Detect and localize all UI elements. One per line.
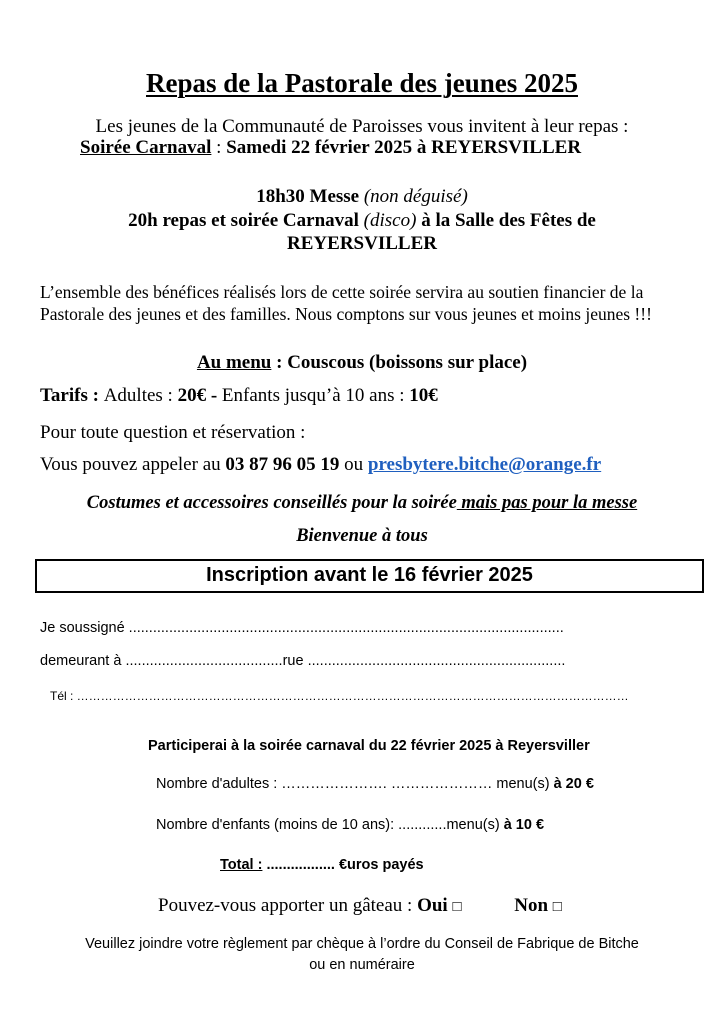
adults-count-line[interactable] <box>156 776 594 792</box>
tarifs-line <box>40 385 438 407</box>
inscription-deadline: Inscription avant le 16 février 2025 <box>206 564 533 586</box>
total-field: ................. €uros payés <box>262 857 424 873</box>
children-count-line[interactable] <box>156 817 544 833</box>
adults-count-text: Nombre d'adultes : …………………. ………………… menu(s) <box>156 776 554 792</box>
participation-heading: Participerai à la soirée carnaval du 22 février 2025 à Reyersviller <box>148 738 590 754</box>
menu-label: Au menu <box>196 352 272 373</box>
oui-option[interactable] <box>417 895 461 916</box>
children-count-text: Nombre d'enfants (moins de 10 ans): ............menu(s) <box>156 817 504 833</box>
total-line[interactable] <box>220 857 424 873</box>
repas-time: 20h repas et soirée Carnaval <box>128 210 364 231</box>
event-line <box>80 137 581 159</box>
menu-line <box>0 352 724 374</box>
messe-line <box>0 186 724 208</box>
address-line <box>40 653 565 669</box>
menu-text: : Couscous (boissons sur place) <box>271 352 528 373</box>
enfants-label: Enfants jusqu’à 10 ans : <box>221 385 410 406</box>
repas-location: à la Salle des Fêtes de <box>416 210 596 231</box>
adultes-label: Adultes : <box>103 385 178 406</box>
benefices-paragraph: L’ensemble des bénéfices réalisés lors de cette soirée servira au soutien financier de la Pastorale des jeunes et des familles. Nous comptons sur vous jeunes et moins jeunes !!! <box>40 282 652 324</box>
name-field[interactable]: Je soussigné ............................................................................................................ <box>40 620 564 636</box>
non-option[interactable] <box>514 895 562 916</box>
children-price: à 10 € <box>503 817 545 833</box>
costumes-line <box>0 493 724 514</box>
oui-checkbox-icon[interactable]: □ <box>452 899 462 915</box>
payment-instructions-cont: ou en numéraire <box>309 957 415 973</box>
repas-place: REYERSVILLER <box>287 233 437 254</box>
page-title: Repas de la Pastorale des jeunes 2025 <box>146 68 578 98</box>
cake-question-line <box>158 895 562 917</box>
event-label: Soirée Carnaval <box>80 137 212 158</box>
costumes-emphasis: mais pas pour la messe <box>456 493 638 513</box>
city-field[interactable]: ....................................... <box>125 653 283 669</box>
phone-field[interactable]: Tél : ………………………………………………………………………………………………………………………… <box>50 689 629 703</box>
question-line: Pour toute question et réservation : <box>40 422 306 443</box>
oui-label: Oui <box>417 895 453 916</box>
repas-note: (disco) <box>363 210 417 231</box>
cake-question: Pouvez-vous apporter un gâteau : <box>158 895 418 916</box>
street-label: rue <box>282 653 308 669</box>
event-date: Samedi 22 février 2025 à REYERSVILLER <box>226 137 582 158</box>
or-text: ou <box>339 454 368 475</box>
non-label: Non <box>514 895 553 916</box>
costumes-text: Costumes et accessoires conseillés pour la soirée <box>86 493 457 513</box>
non-checkbox-icon[interactable]: □ <box>552 899 562 915</box>
event-separator: : <box>211 137 227 158</box>
total-label: Total : <box>220 857 263 873</box>
adultes-price: 20€ - <box>177 385 222 406</box>
bienvenue-text: Bienvenue à tous <box>296 526 428 546</box>
email-link[interactable]: presbytere.bitche@orange.fr <box>367 454 602 475</box>
contact-line <box>40 454 601 476</box>
repas-line <box>0 210 724 232</box>
intro-text: Les jeunes de la Communauté de Paroisses vous invitent à leur repas : <box>95 116 629 137</box>
payment-instructions: Veuillez joindre votre règlement par chèque à l’ordre du Conseil de Fabrique de Bitche <box>85 936 639 952</box>
messe-time: 18h30 Messe <box>256 186 364 207</box>
adults-price: à 20 € <box>553 776 594 792</box>
enfants-price: 10€ <box>409 385 438 406</box>
tarifs-label: Tarifs : <box>40 385 104 406</box>
city-label: demeurant à <box>40 653 126 669</box>
inscription-banner <box>35 559 704 593</box>
messe-note: (non déguisé) <box>363 186 468 207</box>
phone-number: 03 87 96 05 19 <box>225 454 340 475</box>
street-field[interactable]: ................................................................ <box>307 653 566 669</box>
call-text: Vous pouvez appeler au <box>40 454 226 475</box>
